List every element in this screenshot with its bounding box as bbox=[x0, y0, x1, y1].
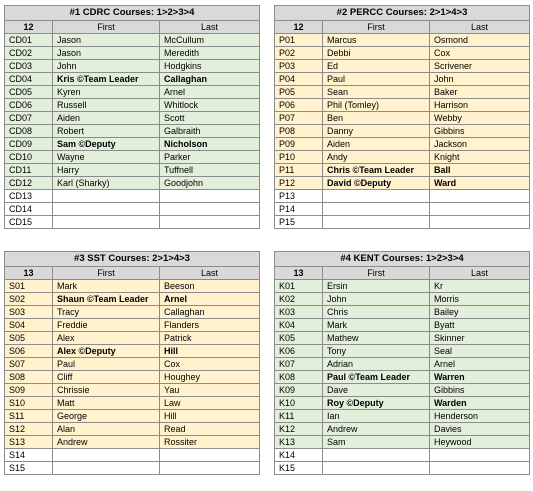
last-name-cell: Kr bbox=[430, 280, 530, 293]
table-row bbox=[5, 203, 260, 216]
last-name-cell: McCullum bbox=[160, 34, 260, 47]
last-name-cell: Cox bbox=[160, 358, 260, 371]
first-name-cell: Freddie bbox=[53, 319, 160, 332]
table-row bbox=[275, 410, 530, 423]
member-code-cell: S14 bbox=[5, 449, 53, 462]
member-code-cell: S01 bbox=[5, 280, 53, 293]
member-code-cell: P06 bbox=[275, 99, 323, 112]
last-name-cell: Warden bbox=[430, 397, 530, 410]
first-name-cell bbox=[53, 190, 160, 203]
first-name-cell: Andrew bbox=[323, 423, 430, 436]
member-code-cell: CD14 bbox=[5, 203, 53, 216]
table-row bbox=[275, 216, 530, 229]
member-code-cell: P01 bbox=[275, 34, 323, 47]
last-name-cell: Houghey bbox=[160, 371, 260, 384]
member-code-cell: K11 bbox=[275, 410, 323, 423]
last-name-cell: Law bbox=[160, 397, 260, 410]
table-row bbox=[5, 345, 260, 358]
last-name-header: Last bbox=[160, 21, 260, 34]
first-name-cell bbox=[323, 449, 430, 462]
percc-table bbox=[274, 5, 530, 229]
member-code-cell: K05 bbox=[275, 332, 323, 345]
last-name-cell bbox=[160, 190, 260, 203]
table-row bbox=[5, 47, 260, 60]
last-name-cell: Tuffnell bbox=[160, 164, 260, 177]
first-name-cell: Jason bbox=[53, 34, 160, 47]
last-name-cell: Skinner bbox=[430, 332, 530, 345]
sst-table bbox=[4, 251, 260, 475]
last-name-cell: Hodgkins bbox=[160, 60, 260, 73]
first-name-cell: Sean bbox=[323, 86, 430, 99]
first-name-cell: Ben bbox=[323, 112, 430, 125]
first-name-cell: Chris ©Team Leader bbox=[323, 164, 430, 177]
member-code-cell: K12 bbox=[275, 423, 323, 436]
table-row bbox=[275, 47, 530, 60]
first-name-cell: Sam ©Deputy bbox=[53, 138, 160, 151]
member-code-cell: CD10 bbox=[5, 151, 53, 164]
table-row bbox=[275, 138, 530, 151]
first-name-cell: Andy bbox=[323, 151, 430, 164]
table-row bbox=[275, 190, 530, 203]
table-row bbox=[275, 345, 530, 358]
last-name-cell bbox=[430, 190, 530, 203]
last-name-header: Last bbox=[160, 267, 260, 280]
table-row bbox=[5, 99, 260, 112]
last-name-cell: Arnel bbox=[160, 293, 260, 306]
first-name-cell: Alex bbox=[53, 332, 160, 345]
table-row bbox=[5, 384, 260, 397]
table-row bbox=[275, 332, 530, 345]
first-name-cell: John bbox=[53, 60, 160, 73]
table-row bbox=[5, 164, 260, 177]
member-code-cell: S04 bbox=[5, 319, 53, 332]
member-code-cell: K10 bbox=[275, 397, 323, 410]
last-name-cell: Callaghan bbox=[160, 306, 260, 319]
member-code-cell: P05 bbox=[275, 86, 323, 99]
first-name-cell bbox=[53, 462, 160, 475]
last-name-cell: Bailey bbox=[430, 306, 530, 319]
member-code-cell: K07 bbox=[275, 358, 323, 371]
last-name-cell: Meredith bbox=[160, 47, 260, 60]
first-name-cell bbox=[53, 216, 160, 229]
last-name-cell: Galbraith bbox=[160, 125, 260, 138]
table-row bbox=[5, 462, 260, 475]
member-code-cell: S03 bbox=[5, 306, 53, 319]
last-name-cell: Read bbox=[160, 423, 260, 436]
member-code-cell: CD15 bbox=[5, 216, 53, 229]
last-name-header: Last bbox=[430, 267, 530, 280]
first-name-cell: Danny bbox=[323, 125, 430, 138]
member-code-cell: CD12 bbox=[5, 177, 53, 190]
first-name-cell bbox=[53, 203, 160, 216]
last-name-cell bbox=[160, 203, 260, 216]
table-row bbox=[275, 203, 530, 216]
table-title: #1 CDRC Courses: 1>2>3>4 bbox=[5, 6, 260, 21]
table-row bbox=[275, 177, 530, 190]
table-row bbox=[275, 293, 530, 306]
member-code-cell: K04 bbox=[275, 319, 323, 332]
first-name-cell: Mark bbox=[53, 280, 160, 293]
table-row bbox=[5, 371, 260, 384]
member-code-cell: K15 bbox=[275, 462, 323, 475]
first-name-header: First bbox=[53, 267, 160, 280]
member-code-cell: P09 bbox=[275, 138, 323, 151]
last-name-cell bbox=[430, 449, 530, 462]
last-name-cell: Baker bbox=[430, 86, 530, 99]
member-code-cell: P11 bbox=[275, 164, 323, 177]
last-name-cell: Ward bbox=[430, 177, 530, 190]
last-name-header: Last bbox=[430, 21, 530, 34]
last-name-cell bbox=[430, 203, 530, 216]
last-name-cell: Harrison bbox=[430, 99, 530, 112]
first-name-cell: Tracy bbox=[53, 306, 160, 319]
first-name-cell: Dave bbox=[323, 384, 430, 397]
first-name-cell: Debbi bbox=[323, 47, 430, 60]
member-code-cell: CD05 bbox=[5, 86, 53, 99]
last-name-cell: Heywood bbox=[430, 436, 530, 449]
first-name-cell: Kris ©Team Leader bbox=[53, 73, 160, 86]
member-count: 13 bbox=[275, 267, 323, 280]
table-row bbox=[5, 73, 260, 86]
last-name-cell: Seal bbox=[430, 345, 530, 358]
member-code-cell: CD11 bbox=[5, 164, 53, 177]
last-name-cell: Gibbins bbox=[430, 125, 530, 138]
member-code-cell: P08 bbox=[275, 125, 323, 138]
last-name-cell: Webby bbox=[430, 112, 530, 125]
first-name-cell: Chrissie bbox=[53, 384, 160, 397]
last-name-cell: Scott bbox=[160, 112, 260, 125]
table-row bbox=[5, 436, 260, 449]
table-row bbox=[5, 423, 260, 436]
first-name-cell: Mathew bbox=[323, 332, 430, 345]
first-name-cell: Paul ©Team Leader bbox=[323, 371, 430, 384]
last-name-cell: Morris bbox=[430, 293, 530, 306]
last-name-cell: Cox bbox=[430, 47, 530, 60]
first-name-cell: Chris bbox=[323, 306, 430, 319]
last-name-cell: Rossiter bbox=[160, 436, 260, 449]
member-code-cell: CD02 bbox=[5, 47, 53, 60]
last-name-cell: Knight bbox=[430, 151, 530, 164]
first-name-cell: Karl (Sharky) bbox=[53, 177, 160, 190]
first-name-cell: Shaun ©Team Leader bbox=[53, 293, 160, 306]
table-row bbox=[5, 319, 260, 332]
member-code-cell: S08 bbox=[5, 371, 53, 384]
last-name-cell: Nicholson bbox=[160, 138, 260, 151]
table-row bbox=[275, 319, 530, 332]
table-row bbox=[275, 151, 530, 164]
last-name-cell bbox=[430, 216, 530, 229]
member-code-cell: S06 bbox=[5, 345, 53, 358]
member-code-cell: S12 bbox=[5, 423, 53, 436]
first-name-cell: Russell bbox=[53, 99, 160, 112]
member-code-cell: CD04 bbox=[5, 73, 53, 86]
first-name-header: First bbox=[323, 21, 430, 34]
table-row bbox=[275, 384, 530, 397]
last-name-cell: Beeson bbox=[160, 280, 260, 293]
kent-table bbox=[274, 251, 530, 475]
member-code-cell: CD06 bbox=[5, 99, 53, 112]
last-name-cell: Arnel bbox=[160, 86, 260, 99]
table-row bbox=[5, 112, 260, 125]
table-row bbox=[5, 332, 260, 345]
table-title: #3 SST Courses: 2>1>4>3 bbox=[5, 252, 260, 267]
table-row bbox=[275, 34, 530, 47]
member-code-cell: S09 bbox=[5, 384, 53, 397]
first-name-cell: Wayne bbox=[53, 151, 160, 164]
first-name-cell: Aiden bbox=[323, 138, 430, 151]
member-code-cell: S05 bbox=[5, 332, 53, 345]
table-row bbox=[5, 216, 260, 229]
table-row bbox=[5, 358, 260, 371]
table-row bbox=[5, 151, 260, 164]
table-row bbox=[5, 449, 260, 462]
last-name-cell: Hill bbox=[160, 345, 260, 358]
table-row bbox=[5, 177, 260, 190]
member-code-cell: CD08 bbox=[5, 125, 53, 138]
first-name-cell bbox=[323, 203, 430, 216]
member-code-cell: CD01 bbox=[5, 34, 53, 47]
last-name-cell: Davies bbox=[430, 423, 530, 436]
first-name-cell: Aiden bbox=[53, 112, 160, 125]
member-code-cell: S11 bbox=[5, 410, 53, 423]
first-name-cell: Paul bbox=[53, 358, 160, 371]
table-row bbox=[275, 164, 530, 177]
last-name-cell bbox=[430, 462, 530, 475]
member-code-cell: K14 bbox=[275, 449, 323, 462]
table-title: #2 PERCC Courses: 2>1>4>3 bbox=[275, 6, 530, 21]
table-row bbox=[275, 125, 530, 138]
member-code-cell: P02 bbox=[275, 47, 323, 60]
member-code-cell: K06 bbox=[275, 345, 323, 358]
last-name-cell bbox=[160, 449, 260, 462]
last-name-cell: Callaghan bbox=[160, 73, 260, 86]
member-count: 13 bbox=[5, 267, 53, 280]
first-name-cell: Marcus bbox=[323, 34, 430, 47]
member-code-cell: K02 bbox=[275, 293, 323, 306]
member-code-cell: P03 bbox=[275, 60, 323, 73]
last-name-cell: Ball bbox=[430, 164, 530, 177]
last-name-cell: Osmond bbox=[430, 34, 530, 47]
table-row bbox=[275, 86, 530, 99]
cdrc-table bbox=[4, 5, 260, 229]
last-name-cell: Warren bbox=[430, 371, 530, 384]
first-name-cell: George bbox=[53, 410, 160, 423]
first-name-cell: Kyren bbox=[53, 86, 160, 99]
first-name-header: First bbox=[53, 21, 160, 34]
table-row bbox=[5, 125, 260, 138]
last-name-cell: Patrick bbox=[160, 332, 260, 345]
last-name-cell bbox=[160, 462, 260, 475]
last-name-cell: Byatt bbox=[430, 319, 530, 332]
last-name-cell bbox=[160, 216, 260, 229]
table-row bbox=[275, 449, 530, 462]
table-row bbox=[5, 293, 260, 306]
first-name-cell: Paul bbox=[323, 73, 430, 86]
member-code-cell: P07 bbox=[275, 112, 323, 125]
member-code-cell: S10 bbox=[5, 397, 53, 410]
member-code-cell: CD13 bbox=[5, 190, 53, 203]
first-name-cell: Ed bbox=[323, 60, 430, 73]
last-name-cell: Hill bbox=[160, 410, 260, 423]
first-name-cell: John bbox=[323, 293, 430, 306]
first-name-cell bbox=[323, 190, 430, 203]
first-name-cell: Roy ©Deputy bbox=[323, 397, 430, 410]
first-name-cell: Alex ©Deputy bbox=[53, 345, 160, 358]
member-code-cell: S13 bbox=[5, 436, 53, 449]
last-name-cell: Scrivener bbox=[430, 60, 530, 73]
first-name-cell: Cliff bbox=[53, 371, 160, 384]
table-row bbox=[275, 112, 530, 125]
member-code-cell: K13 bbox=[275, 436, 323, 449]
member-count: 12 bbox=[5, 21, 53, 34]
first-name-cell: Mark bbox=[323, 319, 430, 332]
member-count: 12 bbox=[275, 21, 323, 34]
table-row bbox=[275, 423, 530, 436]
last-name-cell: Whitlock bbox=[160, 99, 260, 112]
last-name-cell: John bbox=[430, 73, 530, 86]
first-name-cell: Adrian bbox=[323, 358, 430, 371]
first-name-cell: Matt bbox=[53, 397, 160, 410]
first-name-cell: Andrew bbox=[53, 436, 160, 449]
first-name-cell: David ©Deputy bbox=[323, 177, 430, 190]
member-code-cell: K08 bbox=[275, 371, 323, 384]
member-code-cell: P14 bbox=[275, 203, 323, 216]
table-row bbox=[275, 306, 530, 319]
member-code-cell: CD09 bbox=[5, 138, 53, 151]
table-title: #4 KENT Courses: 1>2>3>4 bbox=[275, 252, 530, 267]
member-code-cell: S02 bbox=[5, 293, 53, 306]
first-name-cell: Ersin bbox=[323, 280, 430, 293]
last-name-cell: Flanders bbox=[160, 319, 260, 332]
last-name-cell: Gibbins bbox=[430, 384, 530, 397]
table-row bbox=[275, 60, 530, 73]
member-code-cell: K01 bbox=[275, 280, 323, 293]
first-name-cell bbox=[323, 462, 430, 475]
last-name-cell: Yau bbox=[160, 384, 260, 397]
table-row bbox=[5, 60, 260, 73]
table-row bbox=[5, 397, 260, 410]
first-name-cell: Ian bbox=[323, 410, 430, 423]
table-row bbox=[5, 280, 260, 293]
table-row bbox=[5, 190, 260, 203]
table-row bbox=[275, 436, 530, 449]
first-name-header: First bbox=[323, 267, 430, 280]
first-name-cell bbox=[323, 216, 430, 229]
table-row bbox=[5, 410, 260, 423]
last-name-cell: Henderson bbox=[430, 410, 530, 423]
table-row bbox=[275, 462, 530, 475]
first-name-cell: Jason bbox=[53, 47, 160, 60]
last-name-cell: Arnel bbox=[430, 358, 530, 371]
member-code-cell: P13 bbox=[275, 190, 323, 203]
last-name-cell: Jackson bbox=[430, 138, 530, 151]
member-code-cell: K03 bbox=[275, 306, 323, 319]
first-name-cell: Harry bbox=[53, 164, 160, 177]
member-code-cell: K09 bbox=[275, 384, 323, 397]
first-name-cell: Robert bbox=[53, 125, 160, 138]
member-code-cell: P15 bbox=[275, 216, 323, 229]
table-row bbox=[275, 397, 530, 410]
member-code-cell: P04 bbox=[275, 73, 323, 86]
table-row bbox=[275, 99, 530, 112]
table-row bbox=[5, 138, 260, 151]
last-name-cell: Goodjohn bbox=[160, 177, 260, 190]
table-row bbox=[275, 280, 530, 293]
member-code-cell: S15 bbox=[5, 462, 53, 475]
table-row bbox=[5, 34, 260, 47]
member-code-cell: P10 bbox=[275, 151, 323, 164]
member-code-cell: CD03 bbox=[5, 60, 53, 73]
first-name-cell: Tony bbox=[323, 345, 430, 358]
table-row bbox=[275, 73, 530, 86]
table-row bbox=[275, 358, 530, 371]
last-name-cell: Parker bbox=[160, 151, 260, 164]
table-row bbox=[5, 86, 260, 99]
table-row bbox=[275, 371, 530, 384]
table-row bbox=[5, 306, 260, 319]
member-code-cell: CD07 bbox=[5, 112, 53, 125]
first-name-cell bbox=[53, 449, 160, 462]
first-name-cell: Phil (Tomley) bbox=[323, 99, 430, 112]
member-code-cell: S07 bbox=[5, 358, 53, 371]
member-code-cell: P12 bbox=[275, 177, 323, 190]
first-name-cell: Sam bbox=[323, 436, 430, 449]
first-name-cell: Alan bbox=[53, 423, 160, 436]
